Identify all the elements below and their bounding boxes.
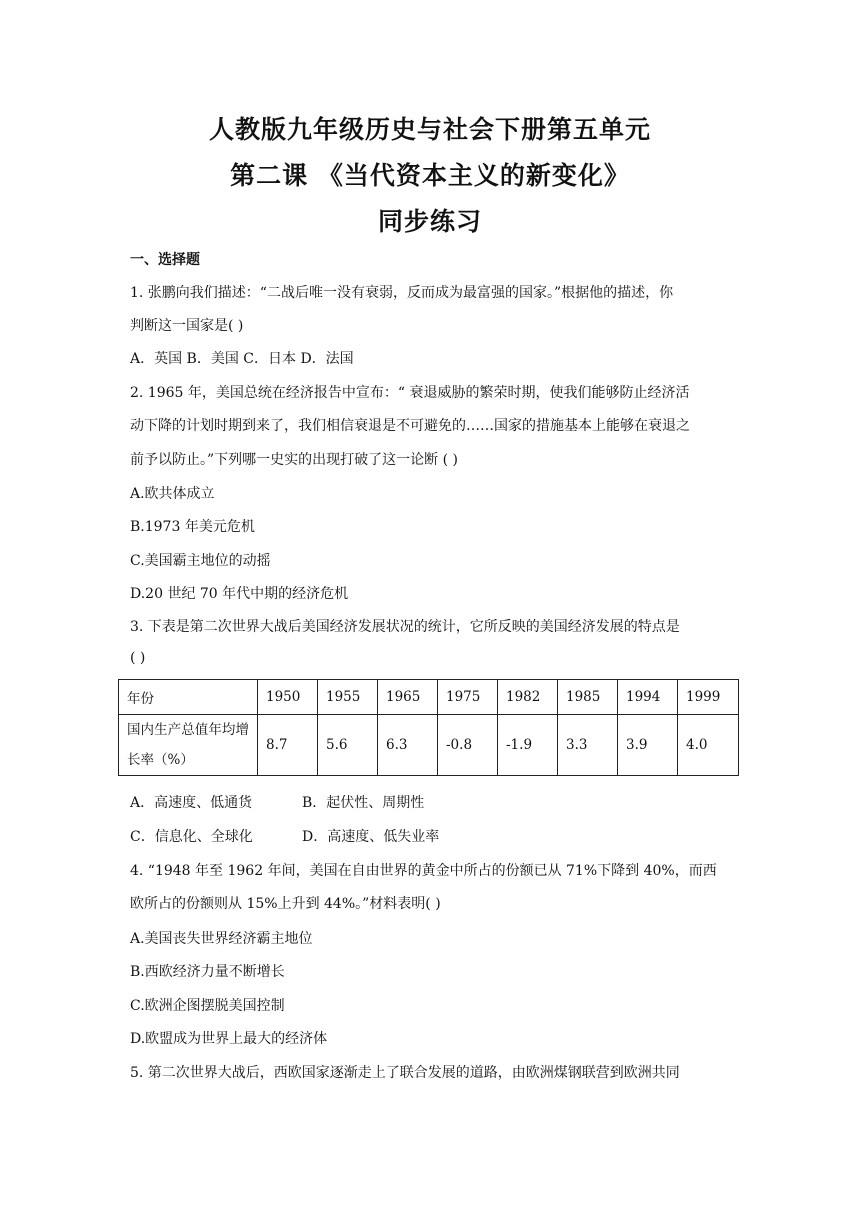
gdp-growth-table	[118, 679, 739, 776]
q2-stem-line1: 2. 1965 年，美国总统在经济报告中宣布：“ 衰退威胁的繁荣时期，使我们能够防止经济活	[130, 385, 690, 401]
table-year: 1994	[618, 680, 678, 715]
q4-stem-line2: 欧所占的份额则从 15%上升到 44%。”材料表明( )	[130, 896, 441, 912]
section-heading: 一、选择题	[130, 252, 200, 268]
q3-stem-line1: 3. 下表是第二次世界大战后美国经济发展状况的统计，它所反映的美国经济发展的特点是	[130, 619, 680, 635]
table-value: 3.9	[618, 715, 678, 776]
q5-stem-line1: 5. 第二次世界大战后，西欧国家逐渐走上了联合发展的道路，由欧洲煤钢联营到欧洲共同	[130, 1065, 680, 1081]
q2-option-d: D.20 世纪 70 年代中期的经济危机	[130, 586, 349, 602]
table-value: 5.6	[318, 715, 378, 776]
table-value: 3.3	[558, 715, 618, 776]
q4-option-b: B.西欧经济力量不断增长	[130, 964, 285, 980]
q2-stem-line3: 前予以防止。”下列哪一史实的出现打破了这一论断 ( )	[130, 452, 458, 468]
q3-option-a: A．高速度、低通货	[130, 795, 253, 811]
q4-option-c: C.欧洲企图摆脱美国控制	[130, 998, 285, 1014]
q4-option-d: D.欧盟成为世界上最大的经济体	[130, 1031, 328, 1047]
table-year: 1950	[258, 680, 318, 715]
q2-option-c: C.美国霸主地位的动摇	[130, 553, 271, 569]
table-year: 1985	[558, 680, 618, 715]
q4-option-a: A.美国丧失世界经济霸主地位	[130, 931, 313, 947]
table-year: 1975	[438, 680, 498, 715]
doc-subtitle-exercise: 同步练习	[377, 207, 482, 236]
table-header-label: 年份	[119, 680, 258, 715]
table-data-row	[119, 715, 739, 776]
table-value: -0.8	[438, 715, 498, 776]
table-year: 1999	[678, 680, 739, 715]
table-row-label: 国内生产总值年均增长率（%）	[119, 715, 258, 776]
doc-subtitle: 第二课 《当代资本主义的新变化》	[230, 161, 630, 190]
table-value: 4.0	[678, 715, 739, 776]
q3-option-c: C．信息化、全球化	[130, 829, 253, 845]
q3-stem-line2: ( )	[130, 650, 146, 666]
q1-options: A．英国 B．美国 C．日本 D．法国	[130, 351, 354, 367]
doc-title: 人教版九年级历史与社会下册第五单元	[208, 115, 651, 144]
q3-option-b: B．起伏性、周期性	[302, 795, 425, 811]
q2-option-b: B.1973 年美元危机	[130, 519, 255, 535]
table-value: 6.3	[378, 715, 438, 776]
table-value: 8.7	[258, 715, 318, 776]
q1-stem-line2: 判断这一国家是( )	[130, 318, 244, 334]
q3-option-d: D．高速度、低失业率	[302, 829, 440, 845]
q2-option-a: A.欧共体成立	[130, 486, 215, 502]
table-header-row	[119, 680, 739, 715]
table-year: 1955	[318, 680, 378, 715]
q1-stem-line1: 1. 张鹏向我们描述：“二战后唯一没有衰弱，反而成为最富强的国家。”根据他的描述，你	[130, 285, 674, 301]
table-value: -1.9	[498, 715, 558, 776]
table-year: 1982	[498, 680, 558, 715]
q2-stem-line2: 动下降的计划时期到来了，我们相信衰退是不可避免的……国家的措施基本上能够在衰退之	[130, 418, 690, 434]
table-year: 1965	[378, 680, 438, 715]
q4-stem-line1: 4. “1948 年至 1962 年间，美国在自由世界的黄金中所占的份额已从 71%下降到 40%，而西	[130, 863, 717, 879]
